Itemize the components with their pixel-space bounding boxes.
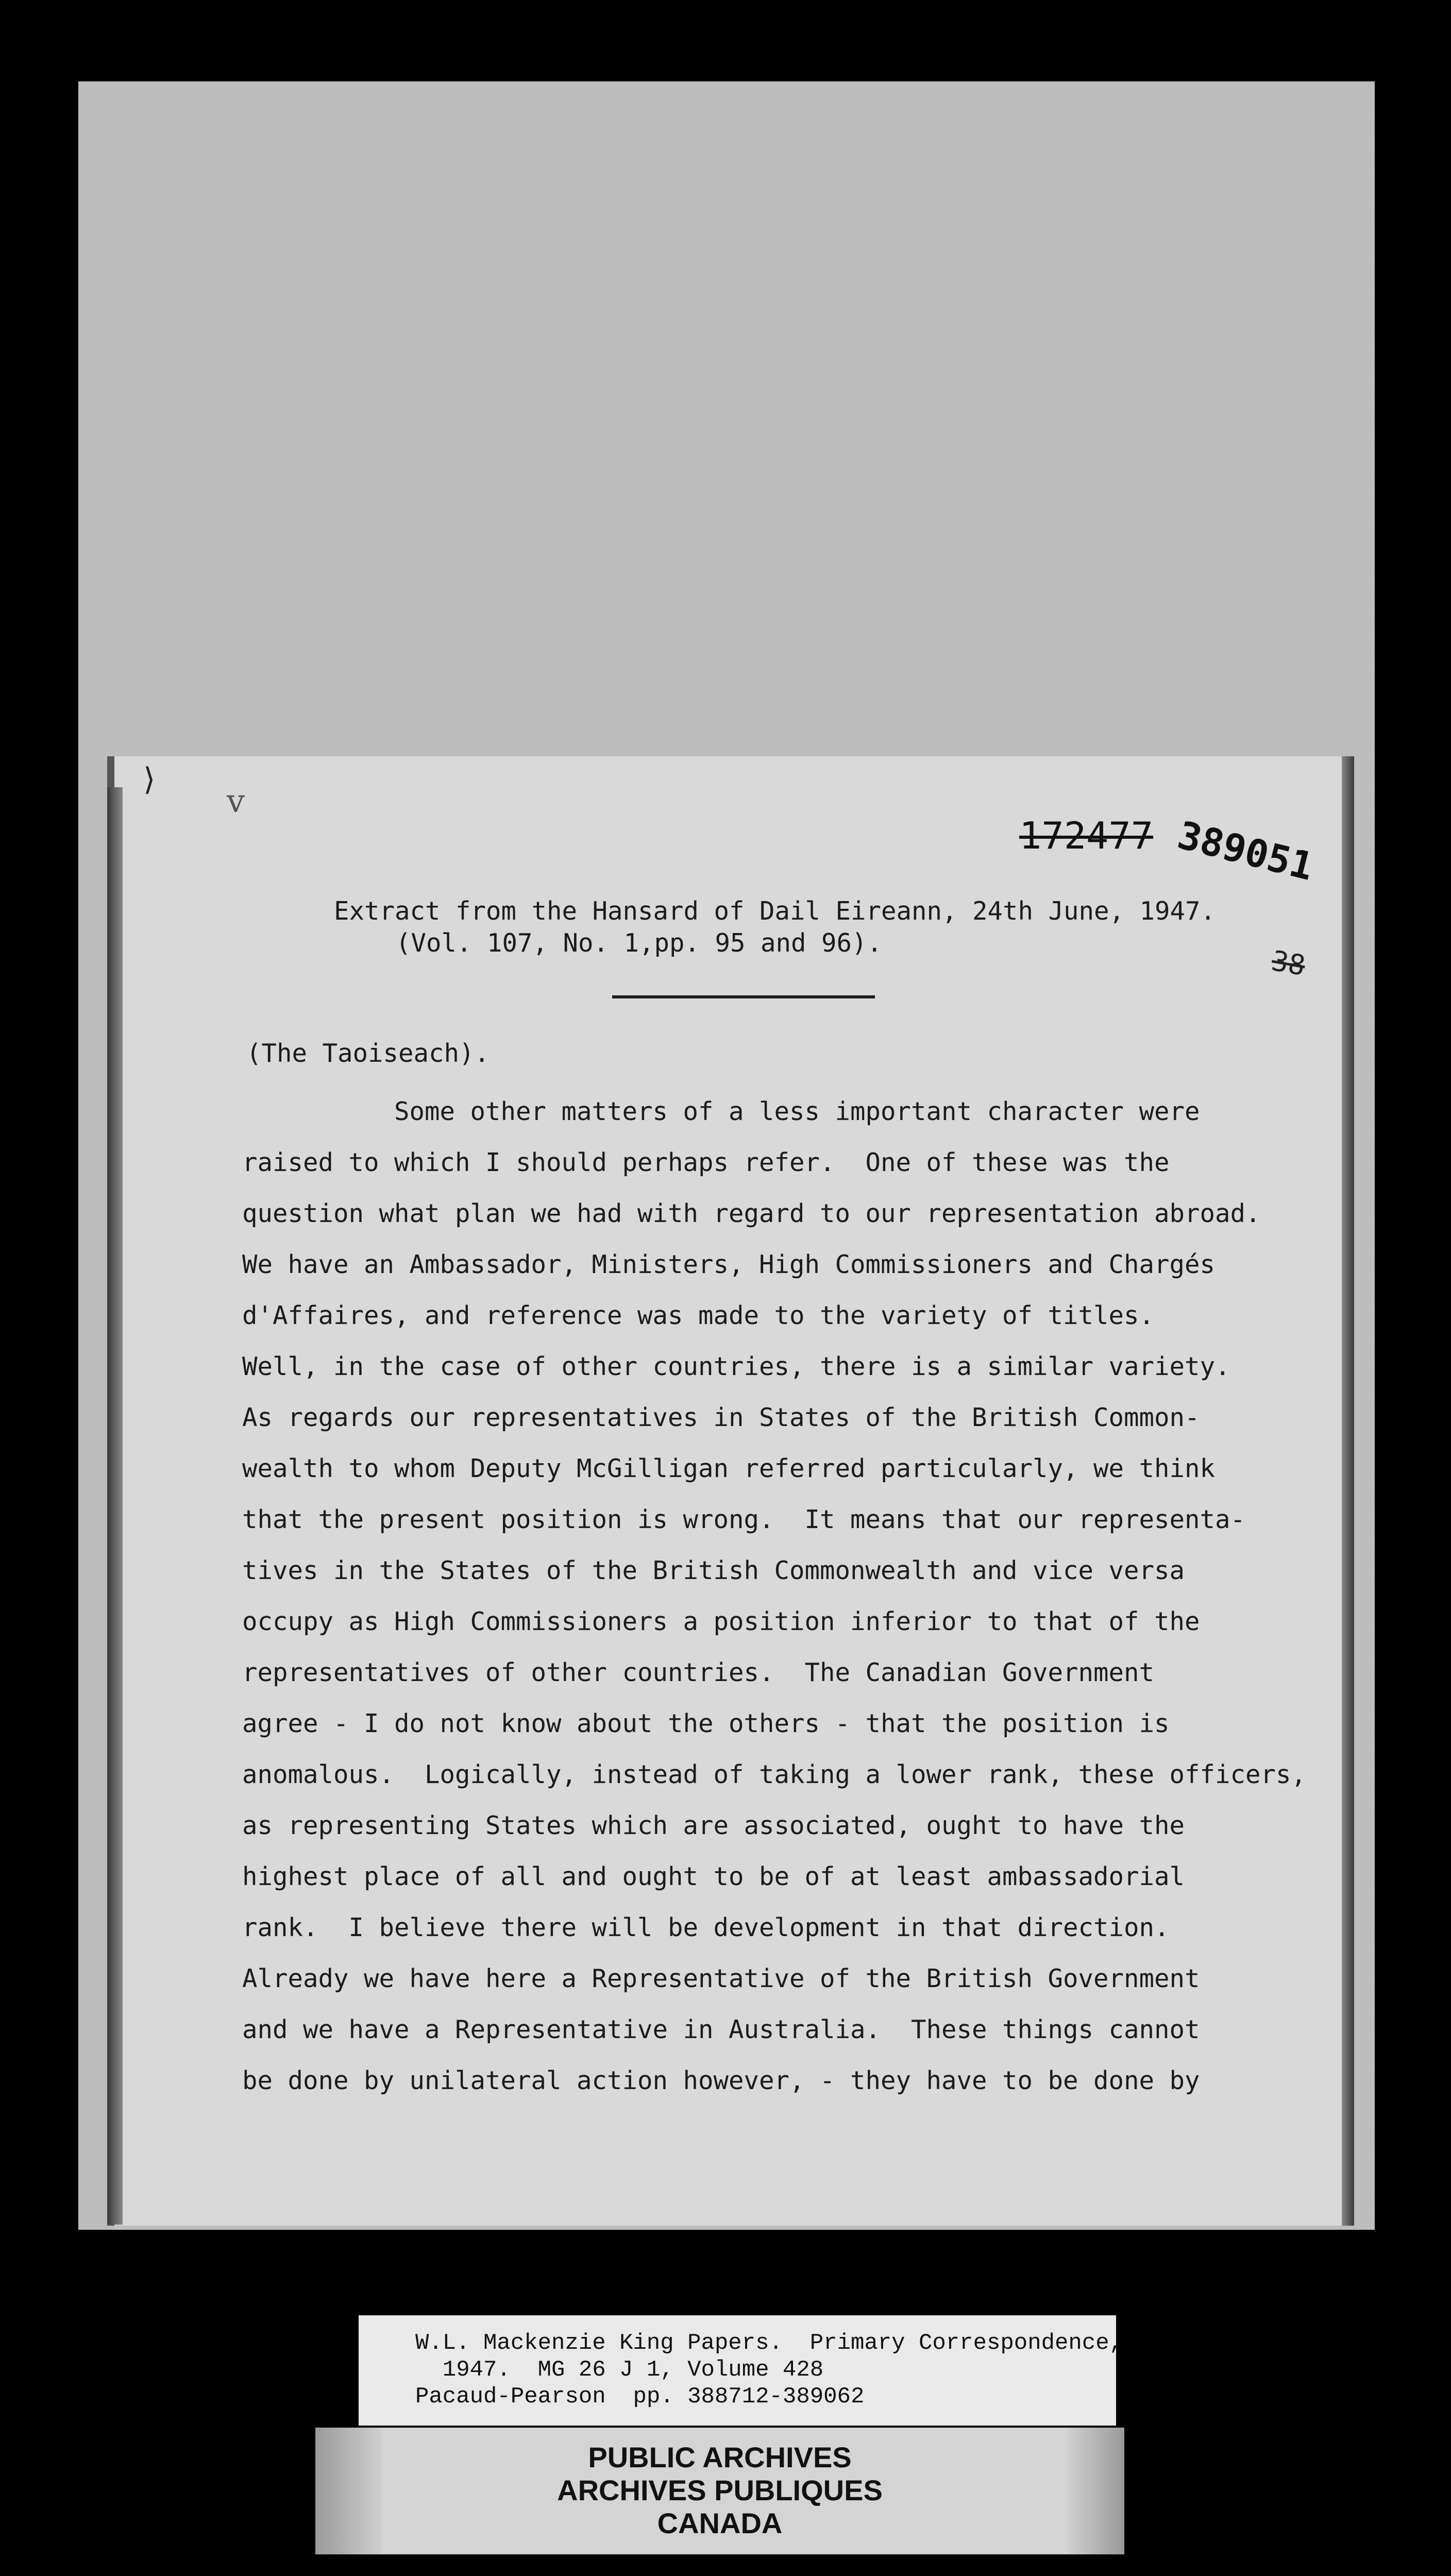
heading-underline	[612, 995, 875, 998]
archives-line-3: CANADA	[657, 2507, 783, 2539]
body-line: d'Affaires, and reference was made to the variety of titles.	[242, 1301, 1155, 1330]
archives-band	[315, 2428, 1124, 2554]
stamped-page-number: 389051	[1173, 813, 1318, 890]
collection-label-text	[415, 2330, 1123, 2410]
body-line: occupy as High Commissioners a position inferior to that of the	[242, 1607, 1200, 1636]
heading-line-1: Extract from the Hansard of Dail Eireann, 24th June, 1947.	[334, 896, 1216, 926]
body-line: raised to which I should perhaps refer. One of these was the	[242, 1148, 1170, 1177]
body-line: question what plan we had with regard to our representation abroad.	[242, 1199, 1261, 1228]
body-line: as representing States which are associated, ought to have the	[242, 1811, 1185, 1840]
body-line: wealth to whom Deputy McGilligan referred particularly, we think	[242, 1454, 1216, 1483]
body-line: highest place of all and ought to be of at least ambassadorial	[242, 1862, 1185, 1891]
document-heading	[334, 895, 1216, 959]
body-line: that the present position is wrong. It means that our representa-	[242, 1505, 1246, 1534]
collection-label-card	[359, 2315, 1123, 2426]
paper-left-edge	[107, 787, 123, 2225]
torn-corner-mark: ⟩	[143, 761, 156, 798]
body-line: agree - I do not know about the others - that the position is	[242, 1709, 1170, 1738]
struck-page-number: 172477	[1019, 814, 1154, 857]
body-line: representatives of other countries. The Canadian Government	[242, 1658, 1155, 1687]
body-line: Already we have here a Representative of the British Government	[242, 1964, 1200, 1993]
body-line: Well, in the case of other countries, there is a similar variety.	[242, 1352, 1230, 1381]
paper-right-edge	[1342, 756, 1354, 2226]
document-body	[242, 1086, 1306, 2106]
body-line: As regards our representatives in States of the British Common-	[242, 1403, 1200, 1432]
body-line: anomalous. Logically, instead of taking a lower rank, these officers,	[242, 1760, 1307, 1789]
speaker-label: (The Taoiseach).	[246, 1039, 490, 1068]
body-line: We have an Ambassador, Ministers, High Commissioners and Chargés	[242, 1250, 1216, 1279]
label-line-1: W.L. Mackenzie King Papers. Primary Correspondence,	[415, 2330, 1123, 2356]
label-line-2: 1947. MG 26 J 1, Volume 428	[415, 2357, 824, 2383]
body-line: rank. I believe there will be development in that direction.	[242, 1913, 1170, 1942]
body-line: be done by unilateral action however, - they have to be done by	[242, 2066, 1200, 2095]
archives-title	[315, 2441, 1124, 2540]
body-line: tives in the States of the British Commonwealth and vice versa	[242, 1556, 1185, 1585]
body-line: and we have a Representative in Australia. These things cannot	[242, 2015, 1200, 2044]
archives-line-1: PUBLIC ARCHIVES	[588, 2441, 852, 2473]
partial-struck-number: 38	[1269, 944, 1308, 982]
pencil-mark: v	[227, 782, 245, 820]
body-line: Some other matters of a less important character were	[242, 1097, 1200, 1126]
typed-document-page	[107, 756, 1354, 2226]
heading-line-2: (Vol. 107, No. 1,pp. 95 and 96).	[396, 928, 883, 958]
archives-line-2: ARCHIVES PUBLIQUES	[557, 2474, 883, 2506]
label-line-3: Pacaud-Pearson pp. 388712-389062	[415, 2384, 865, 2410]
